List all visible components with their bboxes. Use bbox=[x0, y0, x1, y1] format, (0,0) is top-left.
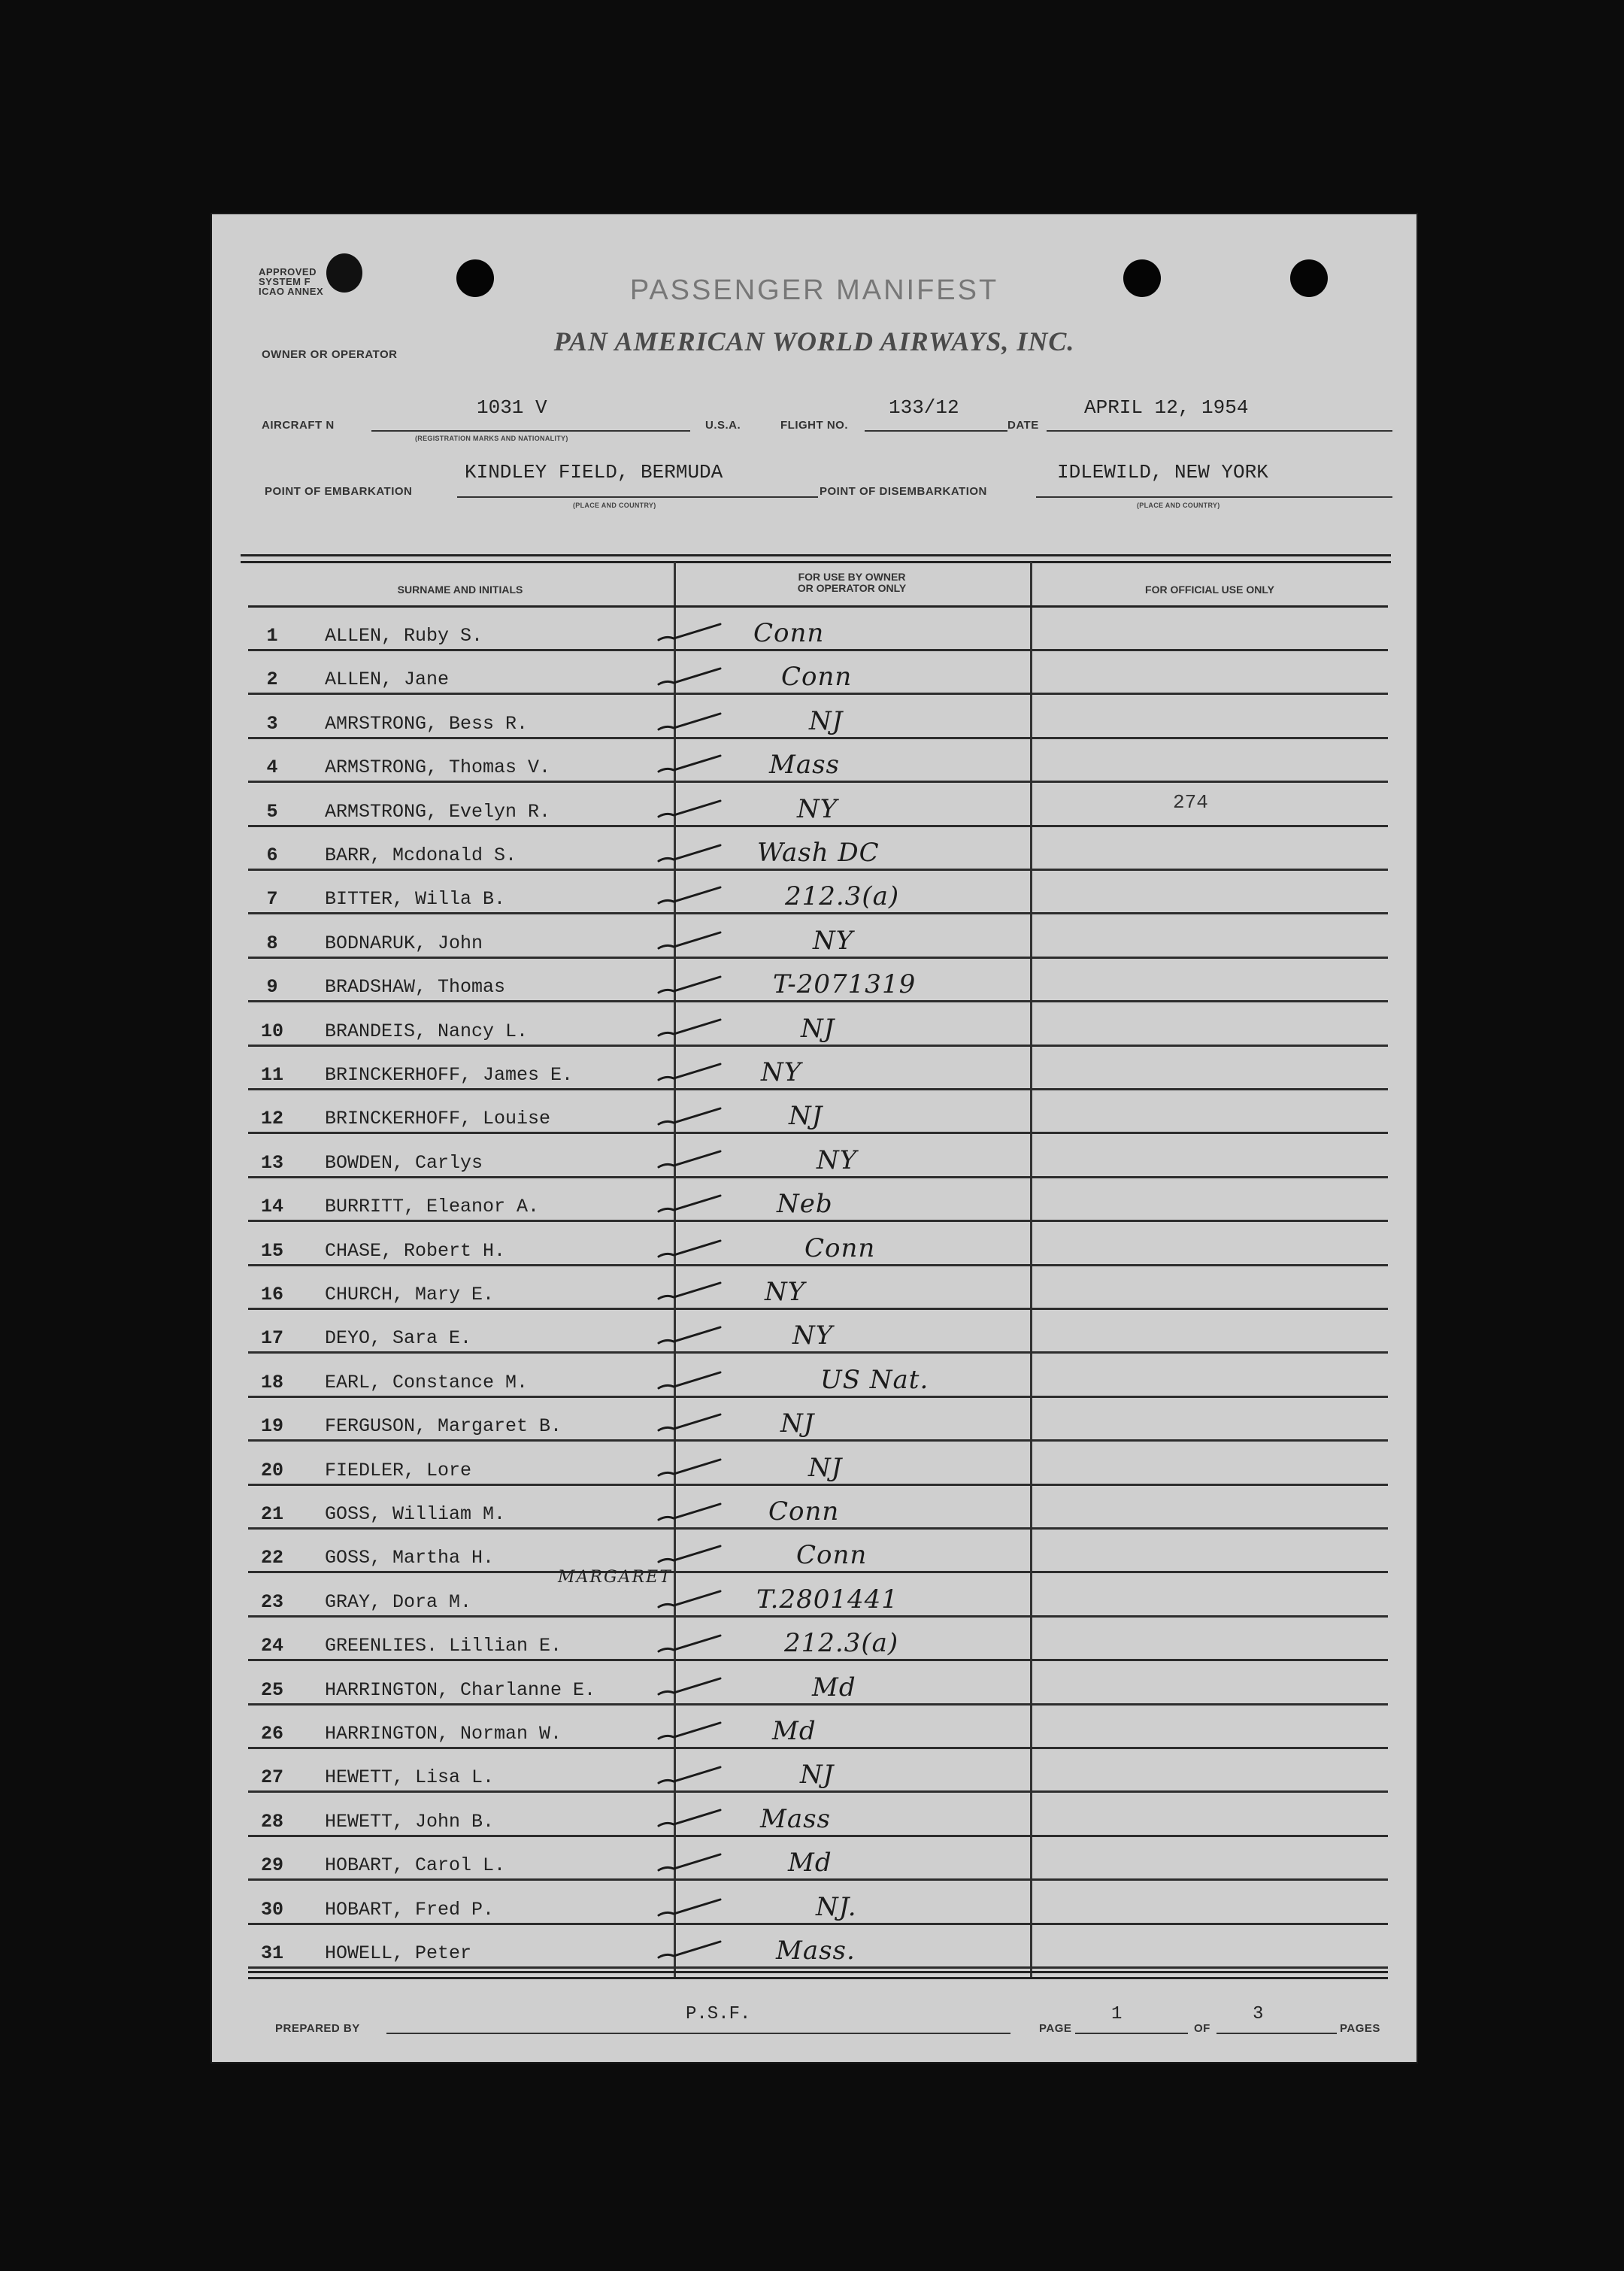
table-row bbox=[212, 1047, 1416, 1090]
handwritten-note: Conn bbox=[768, 1496, 840, 1527]
handwritten-note: Md bbox=[772, 1716, 817, 1746]
passenger-name: GOSS, Martha H. bbox=[325, 1547, 495, 1569]
passenger-name: ARMSTRONG, Thomas V. bbox=[325, 756, 551, 779]
row-number: 30 bbox=[260, 1898, 283, 1921]
usa-label: U.S.A. bbox=[705, 419, 741, 432]
handwritten-note: Mass. bbox=[776, 1936, 856, 1966]
passenger-name: ALLEN, Ruby S. bbox=[325, 625, 483, 647]
check-mark-icon bbox=[656, 1369, 723, 1390]
row-number: 21 bbox=[260, 1503, 283, 1525]
table-row bbox=[212, 1881, 1416, 1925]
check-mark-icon bbox=[656, 1281, 723, 1302]
passenger-name: FIEDLER, Lore bbox=[325, 1459, 472, 1481]
owner-label: OWNER OR OPERATOR bbox=[262, 348, 398, 361]
check-mark-icon bbox=[656, 1545, 723, 1566]
passenger-name: HARRINGTON, Norman W. bbox=[325, 1723, 562, 1745]
table-row bbox=[212, 1662, 1416, 1706]
handwritten-note: NY bbox=[817, 1145, 858, 1175]
passenger-name: BITTER, Willa B. bbox=[325, 888, 506, 911]
passenger-name: HOBART, Fred P. bbox=[325, 1898, 495, 1921]
pages-label: PAGES bbox=[1340, 2022, 1380, 2035]
passenger-name: GRAY, Dora M. bbox=[325, 1590, 472, 1613]
check-mark-icon bbox=[656, 930, 723, 951]
check-mark-icon bbox=[656, 1325, 723, 1346]
passenger-name: EARL, Constance M. bbox=[325, 1371, 529, 1393]
page-value: 1 bbox=[1111, 2004, 1123, 2024]
handwritten-note: Md bbox=[788, 1848, 832, 1878]
handwritten-note: Conn bbox=[781, 662, 853, 693]
check-mark-icon bbox=[656, 1501, 723, 1522]
row-number: 5 bbox=[266, 800, 278, 823]
check-mark-icon bbox=[656, 1633, 723, 1654]
flight-value: 133/12 bbox=[889, 396, 959, 419]
handwritten-note: NJ bbox=[780, 1408, 815, 1439]
row-number: 9 bbox=[266, 976, 278, 999]
official-use-value: 274 bbox=[1173, 790, 1208, 814]
disembark-value: IDLEWILD, NEW YORK bbox=[1057, 461, 1268, 484]
table-row bbox=[212, 827, 1416, 871]
table-row bbox=[212, 1354, 1416, 1398]
check-mark-icon bbox=[656, 666, 723, 687]
row-number: 11 bbox=[260, 1064, 283, 1086]
passenger-name: ALLEN, Jane bbox=[325, 669, 450, 691]
airline-name: PAN AMERICAN WORLD AIRWAYS, INC. bbox=[553, 326, 1075, 356]
registration-caption: (REGISTRATION MARKS AND NATIONALITY) bbox=[415, 435, 568, 442]
prepared-value: P.S.F. bbox=[686, 2004, 751, 2024]
passenger-name: ARMSTRONG, Evelyn R. bbox=[325, 800, 551, 823]
check-mark-icon bbox=[656, 1764, 723, 1785]
handwritten-note: Conn bbox=[796, 1540, 868, 1571]
check-mark-icon bbox=[656, 1897, 723, 1918]
table-row bbox=[212, 1530, 1416, 1573]
row-number: 26 bbox=[260, 1723, 283, 1745]
row-number: 22 bbox=[260, 1547, 283, 1569]
passenger-name: HEWETT, John B. bbox=[325, 1810, 495, 1833]
handwritten-note: NY bbox=[797, 793, 838, 824]
row-number: 8 bbox=[266, 932, 278, 954]
embark-value: KINDLEY FIELD, BERMUDA bbox=[465, 461, 723, 484]
passenger-name: HARRINGTON, Charlanne E. bbox=[325, 1678, 596, 1701]
row-number: 4 bbox=[266, 756, 278, 779]
row-number: 31 bbox=[260, 1942, 283, 1964]
row-number: 3 bbox=[266, 712, 278, 735]
handwritten-note: NY bbox=[761, 1057, 802, 1087]
aircraft-value: 1031 V bbox=[477, 396, 547, 419]
handwritten-note: Mass bbox=[769, 750, 840, 781]
table-row bbox=[212, 739, 1416, 783]
row-number: 1 bbox=[266, 625, 278, 647]
manifest-sheet bbox=[212, 214, 1416, 2062]
check-mark-icon bbox=[656, 1589, 723, 1610]
table-row bbox=[212, 1567, 1416, 1618]
flight-label: FLIGHT NO. bbox=[780, 419, 848, 432]
table-row bbox=[212, 1223, 1416, 1266]
handwritten-note: T-2071319 bbox=[773, 969, 917, 1000]
handwritten-note: NY bbox=[813, 925, 854, 956]
handwritten-note: NY bbox=[792, 1320, 834, 1351]
passenger-name: BURRITT, Eleanor A. bbox=[325, 1196, 540, 1218]
table-row bbox=[212, 1618, 1416, 1661]
table-row bbox=[212, 608, 1416, 651]
handwritten-note: NJ bbox=[808, 1452, 843, 1483]
handwritten-note: 212.3(a) bbox=[784, 1628, 899, 1659]
embark-label: POINT OF EMBARKATION bbox=[265, 485, 413, 498]
check-mark-icon bbox=[656, 1062, 723, 1083]
prepared-label: PREPARED BY bbox=[275, 2022, 360, 2035]
passenger-name: BRADSHAW, Thomas bbox=[325, 976, 506, 999]
table-row bbox=[212, 915, 1416, 959]
row-number: 27 bbox=[260, 1766, 283, 1789]
check-mark-icon bbox=[656, 886, 723, 907]
row-number: 2 bbox=[266, 669, 278, 691]
passenger-name: CHURCH, Mary E. bbox=[325, 1284, 495, 1305]
handwritten-note: NJ. bbox=[816, 1891, 857, 1922]
row-number: 10 bbox=[260, 1020, 283, 1042]
table-row bbox=[212, 1266, 1416, 1310]
check-mark-icon bbox=[656, 1238, 723, 1259]
handwritten-note: NJ bbox=[789, 1101, 823, 1132]
col-head-official: FOR OFFICIAL USE ONLY bbox=[1145, 584, 1274, 596]
embark-caption: (PLACE AND COUNTRY) bbox=[573, 502, 656, 509]
passenger-name: DEYO, Sara E. bbox=[325, 1327, 472, 1350]
check-mark-icon bbox=[656, 711, 723, 732]
form-title: PASSENGER MANIFEST bbox=[629, 274, 999, 306]
check-mark-icon bbox=[656, 1413, 723, 1434]
disembark-label: POINT OF DISEMBARKATION bbox=[820, 485, 987, 498]
passenger-name: HOWELL, Peter bbox=[325, 1942, 472, 1964]
check-mark-icon bbox=[656, 623, 723, 644]
passenger-name: CHASE, Robert H. bbox=[325, 1239, 506, 1262]
passenger-name: BRANDEIS, Nancy L. bbox=[325, 1020, 529, 1042]
table-row bbox=[212, 1486, 1416, 1530]
passenger-name: BARR, Mcdonald S. bbox=[325, 844, 517, 866]
row-number: 20 bbox=[260, 1459, 283, 1481]
check-mark-icon bbox=[656, 1721, 723, 1742]
table-row bbox=[212, 1837, 1416, 1881]
table-row bbox=[212, 696, 1416, 739]
handwritten-note: 212.3(a) bbox=[785, 881, 900, 912]
check-mark-icon bbox=[656, 1677, 723, 1698]
table-row bbox=[212, 871, 1416, 914]
disembark-caption: (PLACE AND COUNTRY) bbox=[1137, 502, 1220, 509]
handwritten-note: NJ bbox=[801, 1013, 835, 1044]
handwritten-note: US Nat. bbox=[820, 1364, 929, 1395]
table-row bbox=[212, 1442, 1416, 1486]
table-row bbox=[212, 1135, 1416, 1178]
table-row bbox=[212, 1398, 1416, 1442]
row-number: 12 bbox=[260, 1108, 283, 1130]
aircraft-label: AIRCRAFT N bbox=[262, 419, 335, 432]
handwritten-note: NJ bbox=[800, 1760, 835, 1790]
passenger-name: AMRSTRONG, Bess R. bbox=[325, 712, 529, 735]
passenger-name: FERGUSON, Margaret B. bbox=[325, 1415, 562, 1438]
row-number: 17 bbox=[260, 1327, 283, 1350]
check-mark-icon bbox=[656, 1150, 723, 1171]
handwritten-note: Wash DC bbox=[757, 838, 880, 868]
passenger-name: BOWDEN, Carlys bbox=[325, 1151, 483, 1174]
approval-stamp: APPROVED SYSTEM F ICAO ANNEX bbox=[259, 266, 324, 297]
table-row bbox=[212, 1090, 1416, 1134]
passenger-name: BRINCKERHOFF, Louise bbox=[325, 1108, 551, 1130]
row-number: 14 bbox=[260, 1196, 283, 1218]
handwritten-note: Conn bbox=[753, 618, 825, 648]
passenger-name: GOSS, William M. bbox=[325, 1503, 506, 1525]
check-mark-icon bbox=[656, 1018, 723, 1039]
check-mark-icon bbox=[656, 1457, 723, 1478]
row-number: 15 bbox=[260, 1239, 283, 1262]
check-mark-icon bbox=[656, 842, 723, 863]
row-number: 6 bbox=[266, 844, 278, 866]
check-mark-icon bbox=[656, 1940, 723, 1961]
passenger-name: BRINCKERHOFF, James E. bbox=[325, 1064, 574, 1086]
check-mark-icon bbox=[656, 974, 723, 995]
handwritten-margin-note: MARGARET bbox=[558, 1567, 672, 1587]
handwritten-note: NY bbox=[765, 1277, 806, 1307]
row-number: 23 bbox=[260, 1590, 283, 1613]
check-mark-icon bbox=[656, 1852, 723, 1873]
col-head-owner-use: FOR USE BY OWNER OR OPERATOR ONLY bbox=[797, 571, 907, 594]
date-value: APRIL 12, 1954 bbox=[1084, 396, 1249, 419]
check-mark-icon bbox=[656, 1105, 723, 1126]
check-mark-icon bbox=[656, 754, 723, 775]
passenger-name: GREENLIES. Lillian E. bbox=[325, 1635, 562, 1657]
table-row bbox=[212, 1178, 1416, 1222]
table-row bbox=[212, 959, 1416, 1002]
check-mark-icon bbox=[656, 1809, 723, 1830]
table-row bbox=[212, 1706, 1416, 1749]
page-label: PAGE bbox=[1039, 2022, 1072, 2035]
row-number: 28 bbox=[260, 1810, 283, 1833]
table-row bbox=[212, 1003, 1416, 1047]
row-number: 18 bbox=[260, 1371, 283, 1393]
handwritten-note: NJ bbox=[809, 705, 844, 736]
row-number: 24 bbox=[260, 1635, 283, 1657]
passenger-name: HOBART, Carol L. bbox=[325, 1854, 506, 1877]
col-head-surname: SURNAME AND INITIALS bbox=[397, 584, 523, 596]
check-mark-icon bbox=[656, 1193, 723, 1214]
table-row bbox=[212, 1793, 1416, 1837]
handwritten-note: T.2801441 bbox=[756, 1584, 898, 1615]
table-row bbox=[212, 784, 1416, 827]
table-row bbox=[212, 651, 1416, 695]
row-number: 25 bbox=[260, 1678, 283, 1701]
passenger-name: BODNARUK, John bbox=[325, 932, 483, 954]
table-row bbox=[212, 1749, 1416, 1793]
passenger-name: HEWETT, Lisa L. bbox=[325, 1766, 495, 1789]
row-number: 13 bbox=[260, 1151, 283, 1174]
row-rule bbox=[248, 1966, 1388, 1969]
handwritten-note: Conn bbox=[804, 1233, 876, 1263]
check-mark-icon bbox=[656, 799, 723, 820]
handwritten-note: Neb bbox=[777, 1189, 833, 1220]
row-number: 19 bbox=[260, 1415, 283, 1438]
row-number: 16 bbox=[260, 1284, 283, 1305]
handwritten-note: Mass bbox=[760, 1803, 831, 1834]
handwritten-note: Md bbox=[812, 1672, 856, 1702]
table-row bbox=[212, 1925, 1416, 1969]
of-value: 3 bbox=[1253, 2004, 1264, 2024]
date-label: DATE bbox=[1007, 419, 1039, 432]
row-number: 7 bbox=[266, 888, 278, 911]
row-number: 29 bbox=[260, 1854, 283, 1877]
of-label: OF bbox=[1194, 2022, 1210, 2035]
table-row bbox=[212, 1310, 1416, 1354]
